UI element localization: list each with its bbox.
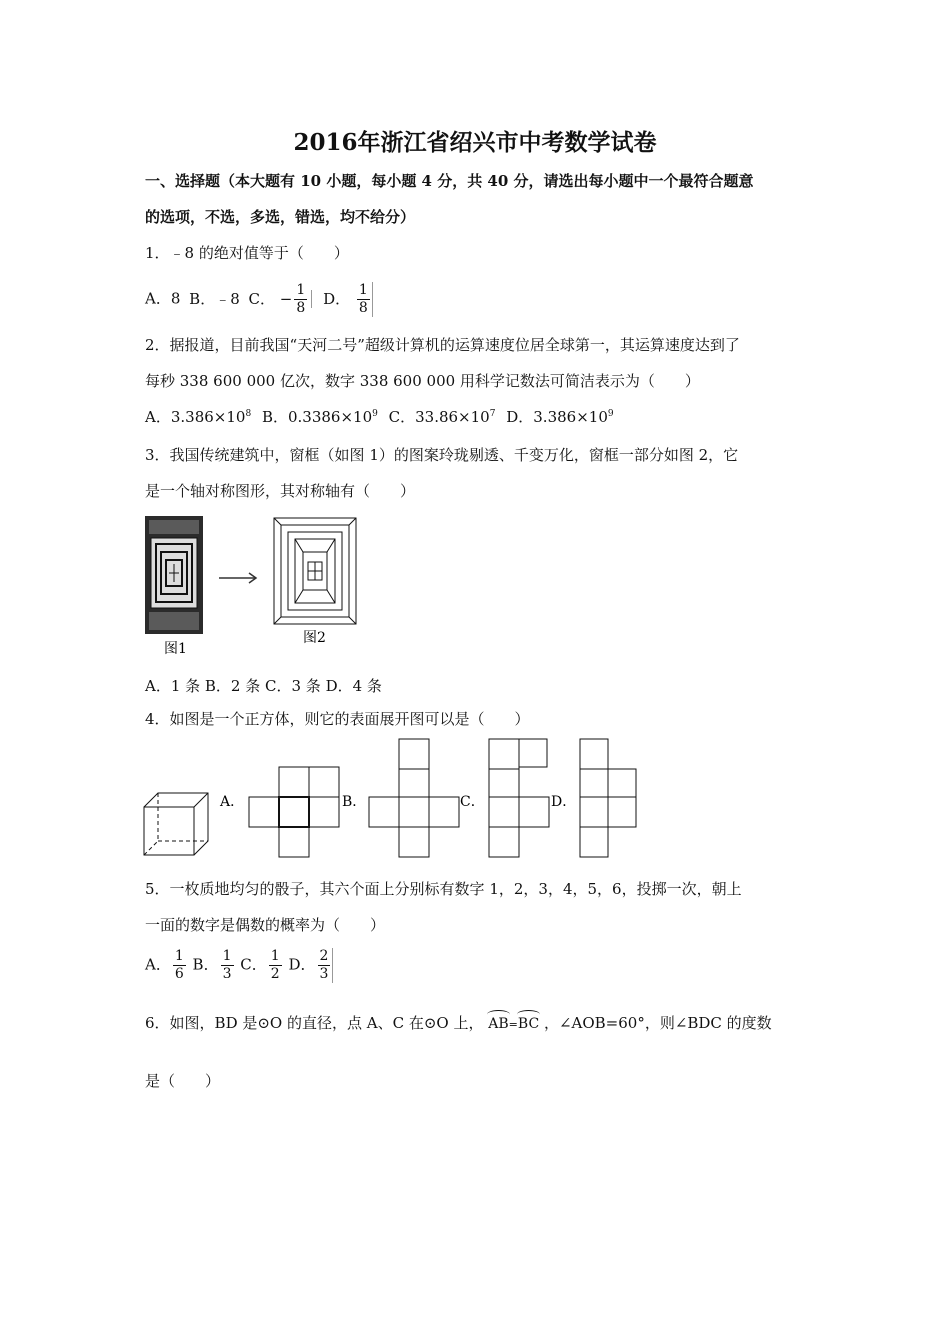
q3-line1: 3．我国传统建筑中，窗框（如图 1）的图案玲珑剔透、千变万化，窗框一部分如图 2，它 [145,446,739,464]
q3-options: A．1 条 B．2 条 C．3 条 D．4 条 [145,677,382,695]
q2-option-d-base: D．3.386×10 [506,408,608,426]
q6-arc-ab: AB [488,1010,508,1032]
q1-option-d-fraction [357,282,373,317]
section-header-line2: 的选项，不选，多选，错选，均不给分） [145,208,416,226]
q6-part1: 6．如图，BD 是⊙O 的直径，点 A、C 在⊙O 上， [145,1014,484,1032]
q4-label-d: D． [551,794,577,810]
q6-arc-bc: BC [518,1010,539,1032]
q1-options [145,282,375,317]
net-option-c [489,739,549,857]
q2-option-c-base: C．33.86×10 [388,408,490,426]
q5-options [145,948,335,983]
q3-line2: 是一个轴对称图形，其对称轴有（ ） [145,482,416,500]
frac-denominator: 3 [319,966,329,982]
frac-numerator: 1 [358,282,368,298]
q1-stem: 1．﹣8 的绝对值等于（ ） [145,244,349,262]
frac-numerator: 1 [174,948,184,964]
q2-option-d-exp: 9 [607,409,614,419]
q5-option-d-fraction [318,948,334,983]
q5-option-b-fraction [221,948,234,983]
q1-option-c-fraction [294,282,307,317]
q2-option-d [506,408,613,426]
frac-numerator: 1 [222,948,232,964]
net-option-b [369,739,459,857]
window-frame-diagram [274,518,356,624]
net-option-a [249,767,339,857]
net-option-d [580,739,636,857]
frac-numerator: 2 [319,948,329,964]
q5-option-c-fraction [269,948,282,983]
q4-label-a: A． [220,794,245,810]
frac-denominator: 8 [358,300,368,316]
q1-option-c-value [279,282,313,316]
section-header-line1: 一、选择题（本大题有 10 小题，每小题 4 分，共 40 分，请选出每小题中一个最符合题意 [145,172,754,190]
q2-option-c-exp: 7 [489,409,496,419]
q2-line2: 每秒 338 600 000 亿次，数字 338 600 000 用科学记数法可简洁表示为（ ） [145,372,700,390]
frac-denominator: 3 [222,966,232,982]
q6-line1 [145,1010,772,1033]
q2-option-b [262,408,378,426]
q4-label-c: C． [460,794,485,810]
q2-option-a [145,408,251,426]
q2-option-c [389,408,496,426]
q3-figure [143,512,363,660]
q2-option-a-base: A．3.386×10 [145,408,246,426]
q6-part2: ，∠AOB=60°，则∠BDC 的度数 [543,1014,772,1032]
frac-denominator: 2 [270,966,280,982]
arrow-icon [219,573,256,583]
q1-option-c: C． [248,289,276,308]
q2-options [145,406,614,427]
q5-option-a-fraction [173,948,186,983]
frac-numerator: 1 [296,282,306,298]
q1-option-a: A．8 [145,289,181,308]
q2-option-b-exp: 9 [372,409,378,419]
page-title: 2016年浙江省绍兴市中考数学试卷 [293,129,657,156]
q2-line1: 2．据报道，目前我国“天河二号”超级计算机的运算速度位居全球第一，其运算速度达到了 [145,336,740,354]
frac-denominator: 6 [174,966,184,982]
q4-label-b: B． [342,794,367,810]
q5-line1: 5．一枚质地均匀的骰子，其六个面上分别标有数字 1，2，3，4，5，6，投掷一次，朝上 [145,880,742,898]
q1-option-b: B．﹣8 [189,289,240,308]
q2-option-b-base: B．0.3386×10 [261,408,373,426]
fig1-label: 图1 [164,641,187,657]
q5-option-d: D． [288,955,316,974]
q6-equals: = [508,1018,518,1031]
q2-option-a-exp: 8 [245,409,252,419]
q5-option-a: A． [145,955,171,974]
window-frame-photo [145,516,203,634]
q4-stem: 4．如图是一个正方体，则它的表面展开图可以是（ ） [145,710,530,728]
q4-figures [140,735,650,861]
q1-option-d: D． [323,289,351,308]
q1-option-c-sign: − [279,289,293,308]
q5-line2: 一面的数字是偶数的概率为（ ） [145,916,386,934]
fig2-label: 图2 [303,630,326,646]
q6-line2: 是（ ） [145,1072,221,1090]
q5-option-b: B． [192,955,219,974]
frac-denominator: 8 [296,300,306,316]
cube-diagram [144,793,208,855]
frac-numerator: 1 [270,948,280,964]
q5-option-c: C． [240,955,267,974]
